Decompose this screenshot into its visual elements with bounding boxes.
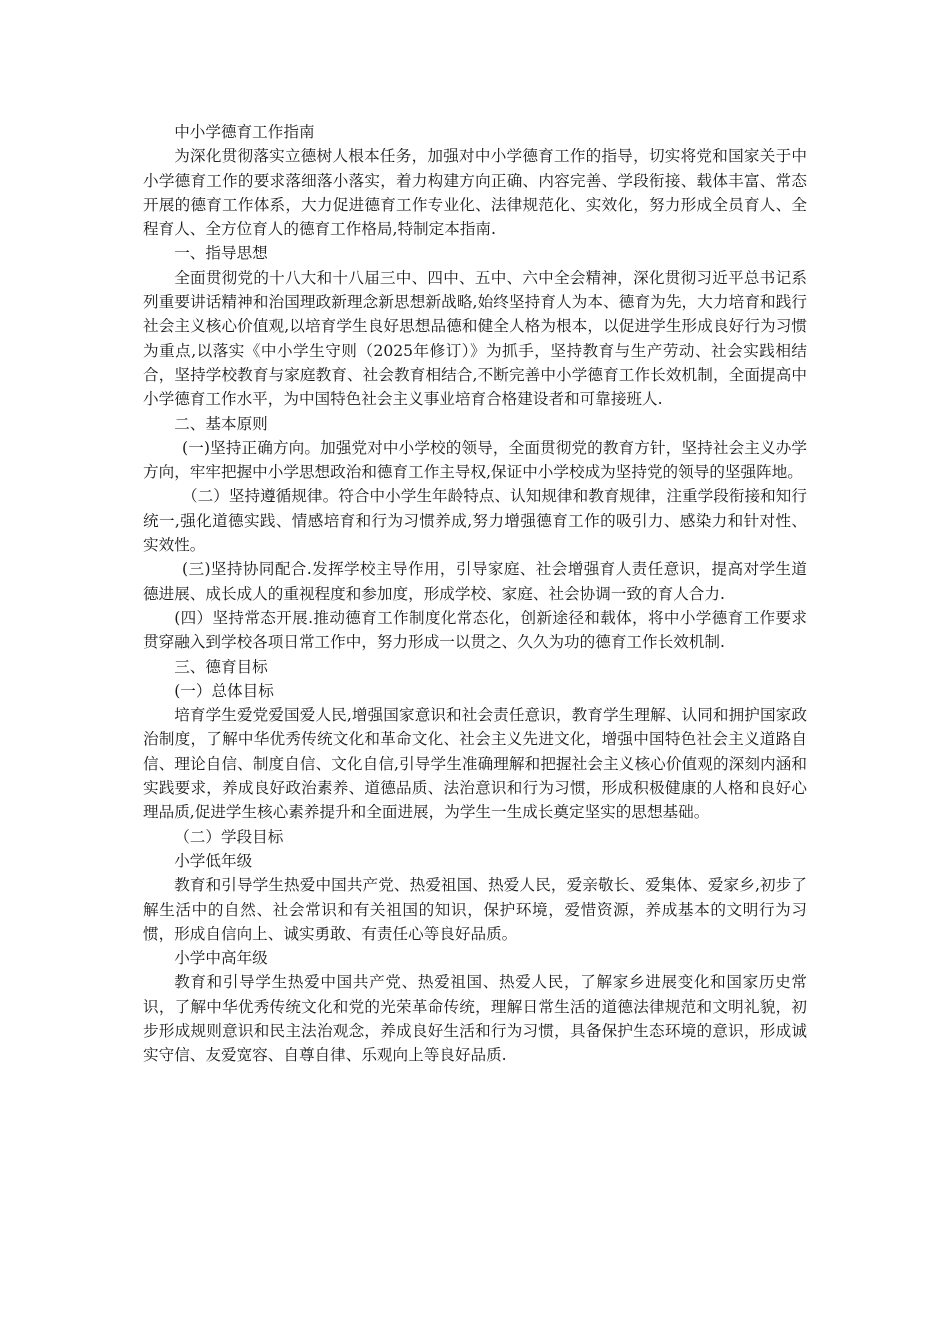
- intro-paragraph: 为深化贯彻落实立德树人根本任务，加强对中小学德育工作的指导，切实将党和国家关于中小学德育工作的要求落细落小落实，着力构建方向正确、内容完善、学段衔接、载体丰富、常态开展的德育工作体系，大力促进德育工作专业化、法律规范化、实效化，努力形成全员育人、全程育人、全方位育人的德育工作格局,特制定本指南.: [143, 147, 807, 239]
- subheading-stage-goals: （二）学段目标: [174, 827, 284, 846]
- subheading-primary-upper: 小学中高年级: [174, 949, 268, 968]
- principle-paragraph-2: （二）坚持遵循规律。符合中小学生年龄特点、认知规律和教育规律，注重学段衔接和知行统一,强化道德实践、情感培育和行为习惯养成,努力增强德育工作的吸引力、感染力和针对性、实效性。: [143, 487, 807, 555]
- section-heading-moral-goals: 三、德育目标: [174, 657, 268, 676]
- subheading-primary-lower: 小学低年级: [174, 851, 253, 870]
- primary-upper-paragraph: 教育和引导学生热爱中国共产党、热爱祖国、热爱人民，了解家乡进展变化和国家历史常识，了解中华优秀传统文化和党的光荣革命传统，理解日常生活的道德法律规范和文明礼貌，初步形成规则意识和民主法治观念，养成良好生活和行为习惯，具备保护生态环境的意识，形成诚实守信、友爱宽容、自尊自律、乐观向上等良好品质.: [143, 973, 807, 1065]
- principle-paragraph-4: (四）坚持常态开展.推动德育工作制度化常态化，创新途径和载体，将中小学德育工作要求贯穿融入到学校各项日常工作中，努力形成一以贯之、久久为功的德育工作长效机制.: [143, 608, 807, 652]
- section-heading-basic-principles: 二、基本原则: [174, 414, 268, 433]
- document-title: 中小学德育工作指南: [174, 123, 315, 141]
- principle-paragraph-3: (三)坚持协同配合.发挥学校主导作用，引导家庭、社会增强育人责任意识，提高对学生道德进展、成长成人的重视程度和参加度，形成学校、家庭、社会协调一致的育人合力.: [143, 560, 807, 603]
- overall-goal-paragraph: 培育学生爱党爱国爱人民,增强国家意识和社会责任意识，教育学生理解、认同和拥护国家政治制度，了解中华优秀传统文化和革命文化、社会主义先进文化，增强中国特色社会主义道路自信、理论自信、制度自信、文化自信,引导学生准确理解和把握社会主义核心价值观的深刻内涵和实践要求，养成良好政治素养、道德品质、法治意识和行为习惯，形成积极健康的人格和良好心理品质,促进学生核心素养提升和全面进展，为学生一生成长奠定坚实的思想基础。: [143, 706, 807, 822]
- principle-paragraph-1: (一)坚持正确方向。加强党对中小学校的领导，全面贯彻党的教育方针，坚持社会主义办学方向，牢牢把握中小学思想政治和德育工作主导权,保证中小学校成为坚持党的领导的坚强阵地。: [143, 438, 807, 482]
- guiding-ideology-paragraph: 全面贯彻党的十八大和十八届三中、四中、五中、六中全会精神，深化贯彻习近平总书记系列重要讲话精神和治国理政新理念新思想新战略,始终坚持育人为本、德育为先，大力培育和践行社会主义核心价值观,以培育学生良好思想品德和健全人格为根本，以促进学生形成良好行为习惯为重点,以落实《中小学生守则（2025年修订）》为抓手，坚持教育与生产劳动、社会实践相结合，坚持学校教育与家庭教育、社会教育相结合,不断完善中小学德育工作长效机制，全面提高中小学德育工作水平，为中国特色社会主义事业培育合格建设者和可靠接班人.: [143, 268, 807, 409]
- document-body: [143, 120, 807, 1068]
- subheading-overall-goal: (一）总体目标: [174, 681, 274, 700]
- section-heading-guiding-ideology: 一、指导思想: [174, 244, 268, 263]
- primary-lower-paragraph: 教育和引导学生热爱中国共产党、热爱祖国、热爱人民，爱亲敬长、爱集体、爱家乡,初步了解生活中的自然、社会常识和有关祖国的知识，保护环境，爱惜资源，养成基本的文明行为习惯，形成自信向上、诚实勇敢、有责任心等良好品质。: [143, 876, 807, 943]
